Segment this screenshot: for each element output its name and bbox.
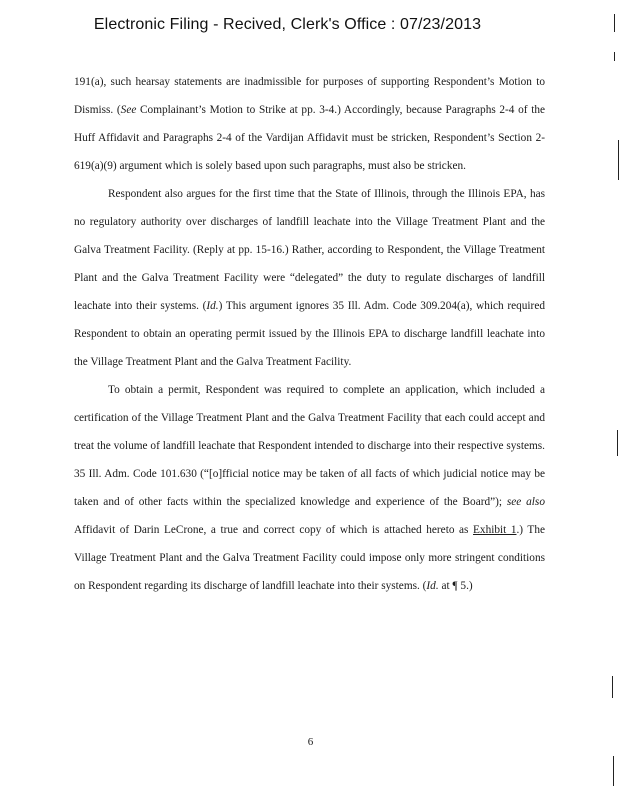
text-run: 191(a), such hearsay statements are inadmissible for purposes of supporting Respondent’s Motion to Dismiss. ( [74,76,545,116]
see-signal: See [120,104,137,116]
text-run: ) This argument ignores 35 Ill. Adm. Code 309.204(a), which required Respondent to obtain an operating permit issued by the Illinois EPA to discharge landfill leachate into the Village Treatment Plant and the Galva Treatment Facility. [74,300,545,368]
text-run: Complainant’s Motion to Strike at pp. 3-4.) Accordingly, because Paragraphs 2-4 of the Huff Affidavit and Paragraphs 2-4 of the Vardijan Affidavit must be stricken, Respondent’s Section 2-619(a)(9) argument which is solely based upon such paragraphs, must also be stricken. [74,104,545,172]
scan-edge-mark [614,14,615,32]
text-run: Affidavit of Darin LeCrone, a true and correct copy of which is attached hereto as [74,524,474,536]
id-citation: Id. [206,300,219,312]
text-run: .) The Village Treatment Plant and the Galva Treatment Facility could impose only more stringent conditions on Respondent regarding its discharge of landfill leachate into their systems. ( [74,524,545,592]
paragraph-regulatory-authority [74,180,545,376]
scan-edge-mark [618,140,619,180]
document-body [74,68,545,600]
scan-edge-mark [613,756,614,786]
exhibit-reference: Exhibit 1 [473,524,517,536]
scan-edge-mark [612,676,613,698]
paragraph-permit-application [74,376,545,600]
page-number: 6 [307,736,314,748]
text-run: Respondent also argues for the first time that the State of Illinois, through the Illinois EPA, has no regulatory authority over discharges of landfill leachate into the Village Treatment Plant and the Galva Treatment Facility. (Reply at pp. 15-16.) Rather, according to Respondent, the Village Treatment Plant and the Galva Treatment Facility were “delegated” the duty to regulate discharges of landfill leachate into their systems. ( [74,188,545,312]
electronic-filing-stamp: Electronic Filing - Recived, Clerk's Office : 07/23/2013 [93,16,482,33]
id-citation: Id. [426,580,439,592]
scan-edge-mark [617,430,618,456]
text-run: at ¶ 5.) [438,580,473,592]
paragraph-hearsay-statements [74,68,545,180]
scan-edge-mark [614,52,615,61]
see-also-signal: see also [506,496,545,508]
text-run: To obtain a permit, Respondent was required to complete an application, which included a certification of the Village Treatment Plant and the Galva Treatment Facility that each could accept and treat the volume of landfill leachate that Respondent intended to discharge into their respective systems. 35 Ill. Adm. Code 101.630 (“[o]fficial notice may be taken of all facts of which judicial notice may be taken and of other facts within the specialized knowledge and experience of the Board”); [74,384,545,508]
